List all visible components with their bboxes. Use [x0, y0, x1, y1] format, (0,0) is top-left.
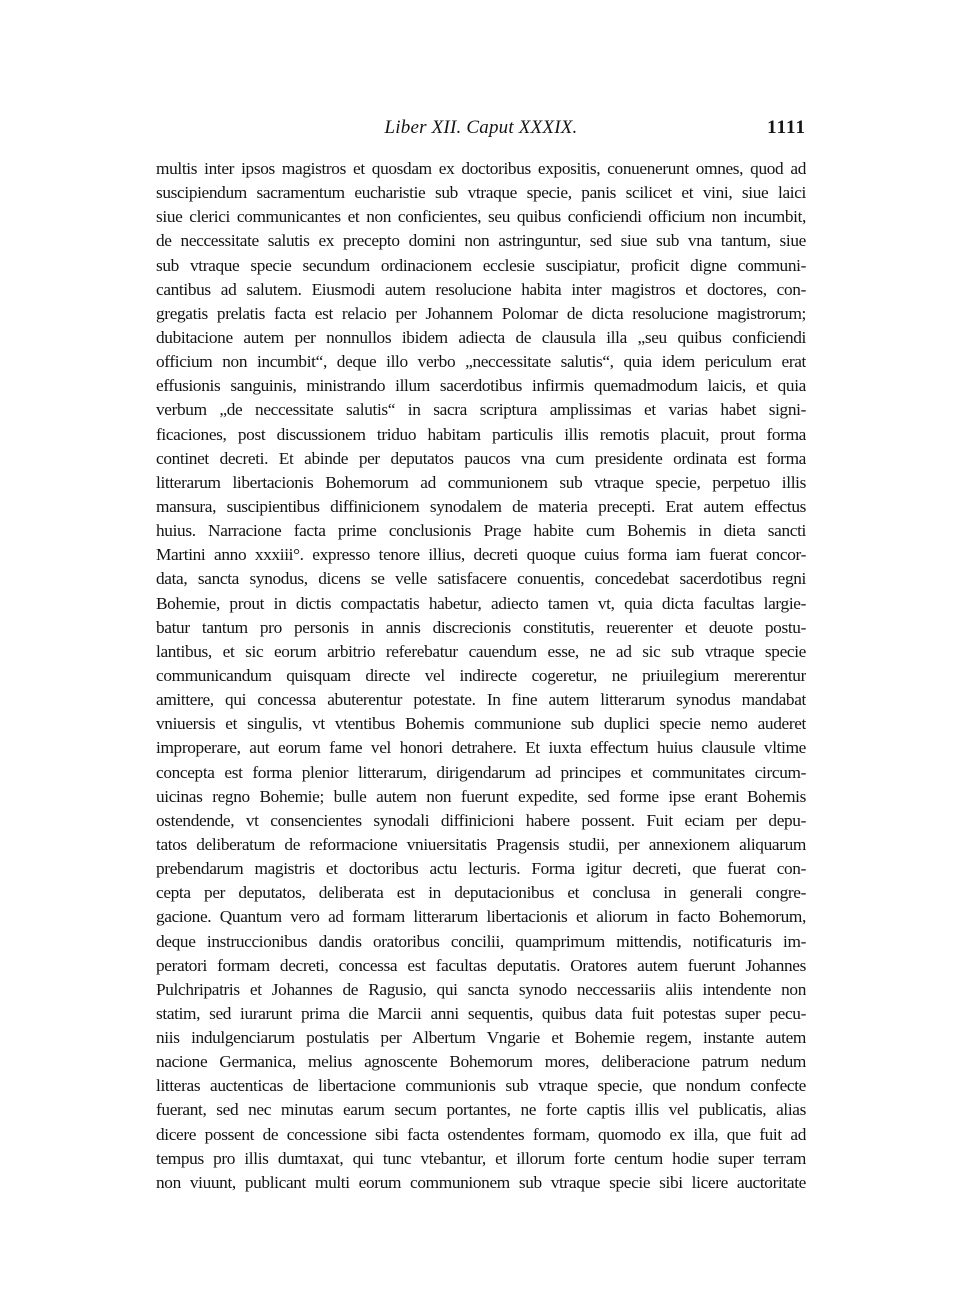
- text-line: gacione. Quantum vero ad formam litterarum libertacionis et aliorum in facto Bohemorum,: [156, 907, 806, 927]
- text-line: continet decreti. Et abinde per deputatos paucos vna cum presidente ordinata est forma: [156, 448, 806, 468]
- text-line: Martini anno xxxiii°. expresso tenore illius, decreti quoque cuius forma iam fuerat concor-: [156, 545, 806, 565]
- text-line: verbum „de neccessitate salutis“ in sacra scriptura amplissimas et varias habet signi-: [156, 400, 806, 420]
- text-line: cepta per deputatos, deliberata est in deputacionibus et conclusa in generali congre-: [156, 883, 806, 903]
- text-line: ficaciones, post discussionem triduo habitam particulis illis remotis placuit, prout forma: [156, 424, 806, 444]
- text-line: officium non incumbit“, deque illo verbo „neccessitate salutis“, quia idem periculum erat: [156, 352, 806, 372]
- text-line: dubitacione autem per nonnullos ibidem adiecta de clausula illa „seu quibus conficiendi: [156, 327, 806, 347]
- text-line: de neccessitate salutis ex precepto domini non astringuntur, sed siue sub vna tantum, siue: [156, 231, 806, 251]
- text-line: nacione Germanica, melius agnoscente Bohemorum mores, deliberacione patrum nedum: [156, 1052, 806, 1072]
- text-line: amittere, qui concessa abuterentur potestate. In fine autem litterarum synodus mandabat: [156, 690, 806, 710]
- text-line: batur tantum pro personis in annis discrecionis constitutis, reuerenter et deuote postu-: [156, 617, 806, 637]
- text-line: tempus pro illis dumtaxat, qui tunc vtebantur, et illorum forte centum hodie super terram: [156, 1148, 806, 1168]
- text-line: niis indulgenciarum postulatis per Albertum Vngarie et Bohemie regem, instante autem: [156, 1028, 806, 1048]
- text-line: sub vtraque specie secundum ordinacionem ecclesie suscipiatur, proficit digne communi-: [156, 255, 806, 275]
- text-line: suscipiendum sacramentum eucharistie sub vtraque specie, panis scilicet et vini, siue laici: [156, 183, 806, 203]
- text-line: concepta est forma plenior litterarum, dirigendarum ad principes et communitates circum-: [156, 762, 806, 782]
- text-line: communicandum quisquam directe vel indirecte cogeretur, ne priuilegium mererentur: [156, 665, 806, 685]
- text-line: tatos deliberatum de reformacione vniuersitatis Pragensis studii, per annexionem aliquarum: [156, 834, 806, 854]
- text-line: non viuunt, publicant multi eorum communionem sub vtraque specie sibi licere auctoritate: [156, 1172, 806, 1192]
- body-text: [156, 157, 806, 1195]
- text-line: multis inter ipsos magistros et quosdam ex doctoribus expositis, conuenerunt omnes, quod ad: [156, 159, 806, 178]
- text-line: lantibus, et sic eorum arbitrio referebatur cauendum esse, ne ad sic sub vtraque specie: [156, 641, 806, 661]
- text-line: dicere possent de concessione sibi facta ostendentes formam, quomodo ex illa, que fuit ad: [156, 1124, 806, 1144]
- text-line: prebendarum magistris et doctoribus actu lecturis. Forma igitur decreti, que fuerat con-: [156, 859, 806, 879]
- page-number: 1111: [767, 117, 806, 138]
- text-line: statim, sed iurarunt prima die Marcii anni sequentis, quibus data fuit potestas super pecu-: [156, 1003, 806, 1023]
- text-line: gregatis prelatis facta est relacio per Johannem Polomar de dicta resolucione magistrorum;: [156, 303, 806, 323]
- text-line: Pulchripatris et Johannes de Ragusio, qui sancta synodo neccessariis aliis intendente non: [156, 979, 806, 999]
- text-line: mansura, suscipientibus diffinicionem synodalem de materia precepti. Erat autem effectus: [156, 496, 806, 516]
- text-line: deque instruccionibus dandis oratoribus concilii, quamprimum mittendis, notificaturis im-: [156, 931, 806, 951]
- text-line: cantibus ad salutem. Eiusmodi autem resolucione habita inter magistros et doctores, con-: [156, 279, 806, 299]
- text-line: peratori formam decreti, concessa est facultas deputatis. Oratores autem fuerunt Johannes: [156, 955, 806, 975]
- text-line: huius. Narracione facta prime conclusionis Prage habite cum Bohemis in dieta sancti: [156, 521, 806, 541]
- running-title: Liber XII. Caput XXXIX.: [384, 117, 578, 138]
- text-line: Bohemie, prout in dictis compactatis habetur, adiecto tamen vt, quia dicta facultas largie-: [156, 593, 806, 613]
- text-line: effusionis sanguinis, ministrando illum sacerdotibus infirmis quemadmodum laicis, et quia: [156, 376, 806, 396]
- page-header: [156, 117, 806, 145]
- text-line: fuerant, sed nec minutas earum secum portantes, ne forte captis illis vel publicatis, alias: [156, 1100, 806, 1120]
- text-line: vniuersis et singulis, vt vtentibus Bohemis communione sub duplici specie nemo auderet: [156, 714, 806, 734]
- text-line: improperare, aut eorum fame vel honori detrahere. Et iuxta effectum huius clausule vltime: [156, 738, 806, 758]
- text-line: siue clerici communicantes et non conficientes, seu quibus conficiendi officium non incumbit,: [156, 207, 806, 227]
- text-line: uicinas regno Bohemie; bulle autem non fuerunt expedite, sed forme ipse erant Bohemis: [156, 786, 806, 806]
- text-line: litterarum libertacionis Bohemorum ad communionem sub vtraque specie, perpetuo illis: [156, 472, 806, 492]
- text-line: data, sancta synodus, dicens se velle satisfacere conuentis, concedebat sacerdotibus regni: [156, 569, 806, 589]
- text-line: litteras auctenticas de libertacione communionis sub vtraque specie, que nondum confecte: [156, 1076, 806, 1096]
- text-line: ostendende, vt consencientes synodali diffinicioni habere possent. Fuit eciam per depu-: [156, 810, 806, 830]
